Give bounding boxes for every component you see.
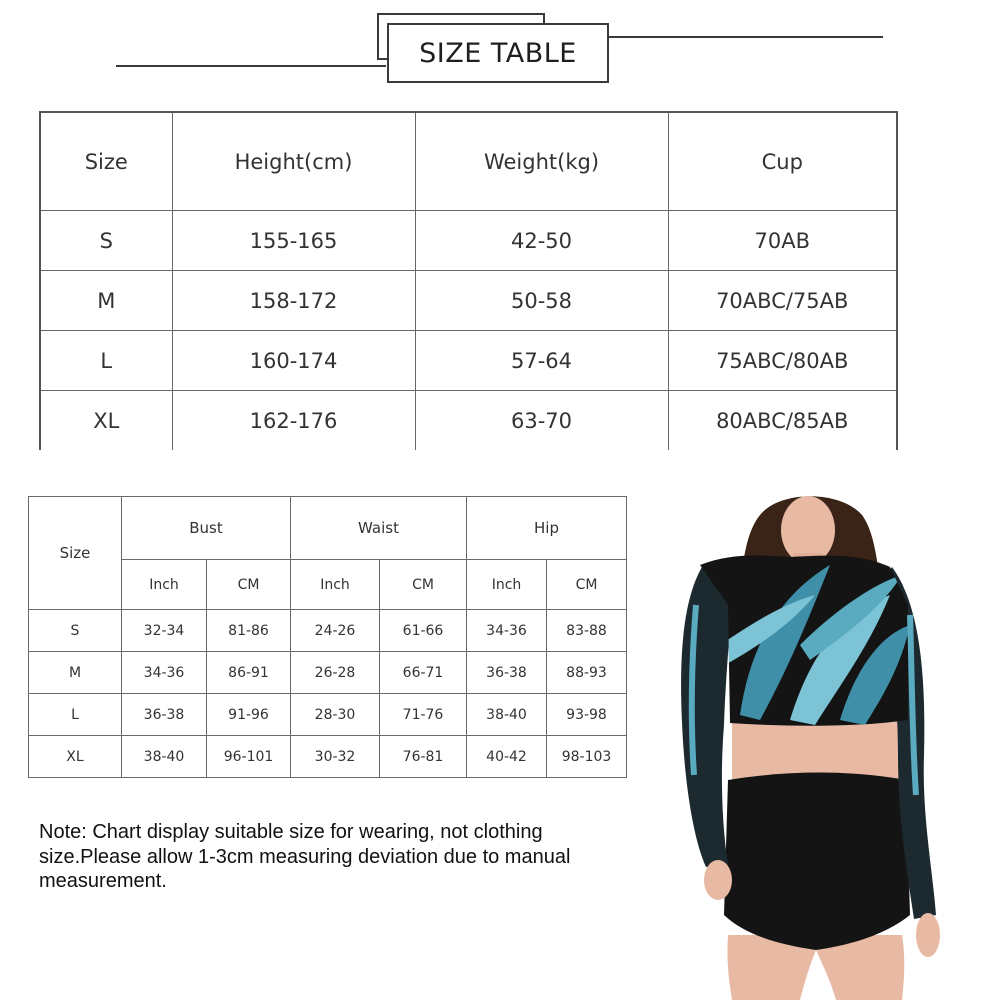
cell-waist-inch: 26-28	[291, 652, 380, 694]
cell-bust-cm: 86-91	[207, 652, 291, 694]
cell-cup: 80ABC/85AB	[668, 391, 897, 451]
cell-waist-inch: 24-26	[291, 610, 380, 652]
unit-waist-inch: Inch	[291, 560, 380, 610]
cell-hip-cm: 93-98	[547, 694, 627, 736]
cell-size: M	[29, 652, 122, 694]
table-row	[40, 271, 897, 331]
title-banner	[0, 0, 1000, 100]
table-row	[40, 391, 897, 451]
model-photo	[640, 495, 1000, 1000]
unit-hip-cm: CM	[547, 560, 627, 610]
cell-hip-inch: 38-40	[467, 694, 547, 736]
body-measurement-table	[28, 496, 627, 778]
left-sleeve	[681, 567, 732, 867]
cell-height: 155-165	[172, 211, 415, 271]
swim-bottom	[724, 773, 910, 951]
cell-waist-cm: 71-76	[380, 694, 467, 736]
cell-hip-cm: 88-93	[547, 652, 627, 694]
unit-waist-cm: CM	[380, 560, 467, 610]
cell-waist-cm: 66-71	[380, 652, 467, 694]
header-bust: Bust	[122, 497, 291, 560]
sizing-note: Note: Chart display suitable size for wearing, not clothing size.Please allow 1-3cm measuring deviation due to manual measurement.	[39, 821, 571, 892]
cell-hip-inch: 34-36	[467, 610, 547, 652]
table-row	[40, 211, 897, 271]
cell-height: 162-176	[172, 391, 415, 451]
header-cup: Cup	[668, 112, 897, 211]
header-hip: Hip	[467, 497, 627, 560]
cell-weight: 63-70	[415, 391, 668, 451]
right-hand	[916, 913, 940, 957]
cell-size: L	[40, 331, 172, 391]
cell-size: XL	[40, 391, 172, 451]
cell-bust-inch: 36-38	[122, 694, 207, 736]
cell-waist-cm: 76-81	[380, 736, 467, 778]
table-row	[29, 694, 627, 736]
table-row	[29, 652, 627, 694]
cell-cup: 70ABC/75AB	[668, 271, 897, 331]
cell-hip-cm: 98-103	[547, 736, 627, 778]
table-row	[29, 610, 627, 652]
group-header-row	[29, 497, 627, 560]
header-size: Size	[29, 497, 122, 610]
cell-size: S	[29, 610, 122, 652]
cell-hip-inch: 40-42	[467, 736, 547, 778]
title-line-left	[116, 65, 386, 67]
cell-cup: 75ABC/80AB	[668, 331, 897, 391]
cell-bust-cm: 91-96	[207, 694, 291, 736]
cell-waist-cm: 61-66	[380, 610, 467, 652]
cell-weight: 50-58	[415, 271, 668, 331]
cell-height: 160-174	[172, 331, 415, 391]
cell-bust-inch: 38-40	[122, 736, 207, 778]
table-header-row	[40, 112, 897, 211]
cell-bust-inch: 34-36	[122, 652, 207, 694]
title-frame	[387, 23, 609, 83]
cell-weight: 57-64	[415, 331, 668, 391]
cell-cup: 70AB	[668, 211, 897, 271]
table-row	[40, 331, 897, 391]
header-height: Height(cm)	[172, 112, 415, 211]
cell-hip-inch: 36-38	[467, 652, 547, 694]
cell-size: S	[40, 211, 172, 271]
cell-weight: 42-50	[415, 211, 668, 271]
table-row	[29, 736, 627, 778]
cell-size: M	[40, 271, 172, 331]
cell-bust-cm: 96-101	[207, 736, 291, 778]
left-hand	[704, 860, 732, 900]
cell-waist-inch: 30-32	[291, 736, 380, 778]
cell-waist-inch: 28-30	[291, 694, 380, 736]
unit-hip-inch: Inch	[467, 560, 547, 610]
header-size: Size	[40, 112, 172, 211]
cell-bust-inch: 32-34	[122, 610, 207, 652]
cell-size: XL	[29, 736, 122, 778]
header-waist: Waist	[291, 497, 467, 560]
header-weight: Weight(kg)	[415, 112, 668, 211]
cell-bust-cm: 81-86	[207, 610, 291, 652]
unit-bust-cm: CM	[207, 560, 291, 610]
cell-hip-cm: 83-88	[547, 610, 627, 652]
size-height-weight-table	[39, 111, 898, 450]
cell-height: 158-172	[172, 271, 415, 331]
title-line-right	[607, 36, 883, 38]
cell-size: L	[29, 694, 122, 736]
unit-bust-inch: Inch	[122, 560, 207, 610]
page-title: SIZE TABLE	[419, 37, 577, 69]
